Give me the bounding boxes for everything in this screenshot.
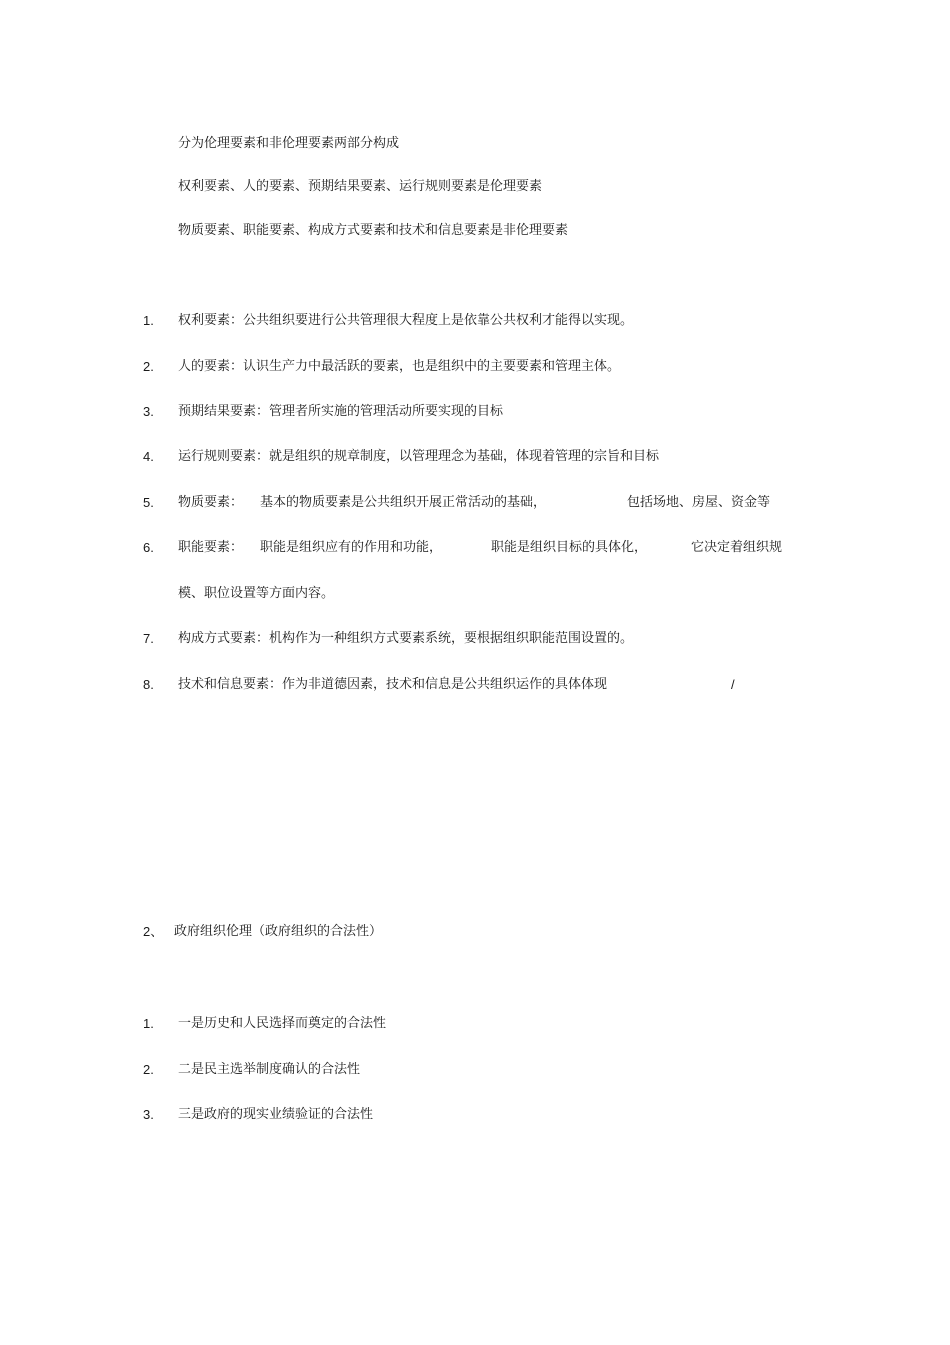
- intro-line-2: 权利要素、人的要素、预期结果要素、运行规则要素是伦理要素: [178, 179, 543, 194]
- list-text-label: 职能要素：: [178, 540, 244, 555]
- list-text: 职能是组织目标的具体化，: [491, 540, 648, 555]
- list-text: 运行规则要素：就是组织的规章制度，以管理理念为基础，体现着管理的宗旨和目标: [178, 449, 660, 464]
- list-number: 1.: [143, 313, 154, 328]
- list-text: 基本的物质要素是公共组织开展正常活动的基础，: [260, 495, 547, 510]
- list-text: 权利要素：公共组织要进行公共管理很大程度上是依靠公共权利才能得以实现。: [178, 313, 634, 328]
- list-number: 3.: [143, 1107, 154, 1122]
- list-text: 职能是组织应有的作用和功能，: [260, 540, 443, 555]
- trailing-slash: /: [731, 677, 735, 692]
- list-number: 6.: [143, 540, 154, 555]
- list-text-continuation: 模、职位设置等方面内容。: [178, 586, 335, 601]
- list-number: 2.: [143, 1062, 154, 1077]
- list-text: 一是历史和人民选择而奠定的合法性: [178, 1016, 387, 1031]
- list-text: 包括场地、房屋、资金等: [627, 495, 771, 510]
- section-title: 政府组织伦理（政府组织的合法性）: [174, 924, 383, 939]
- list-number: 5.: [143, 495, 154, 510]
- list-text: 预期结果要素：管理者所实施的管理活动所要实现的目标: [178, 404, 504, 419]
- list-text: 构成方式要素：机构作为一种组织方式要素系统，要根据组织职能范围设置的。: [178, 631, 634, 646]
- list-number: 1.: [143, 1016, 154, 1031]
- list-number: 8.: [143, 677, 154, 692]
- intro-line-3: 物质要素、职能要素、构成方式要素和技术和信息要素是非伦理要素: [178, 223, 569, 238]
- intro-line-1: 分为伦理要素和非伦理要素两部分构成: [178, 136, 400, 151]
- section-number: 2、: [143, 924, 164, 939]
- list-text: 三是政府的现实业绩验证的合法性: [178, 1107, 374, 1122]
- list-text: 二是民主选举制度确认的合法性: [178, 1062, 361, 1077]
- list-text: 技术和信息要素：作为非道德因素，技术和信息是公共组织运作的具体体现: [178, 677, 608, 692]
- list-number: 4.: [143, 449, 154, 464]
- list-text-label: 物质要素：: [178, 495, 244, 510]
- list-number: 2.: [143, 359, 154, 374]
- list-number: 3.: [143, 404, 154, 419]
- list-text: 它决定着组织规: [691, 540, 783, 555]
- list-text: 人的要素：认识生产力中最活跃的要素，也是组织中的主要要素和管理主体。: [178, 359, 621, 374]
- list-number: 7.: [143, 631, 154, 646]
